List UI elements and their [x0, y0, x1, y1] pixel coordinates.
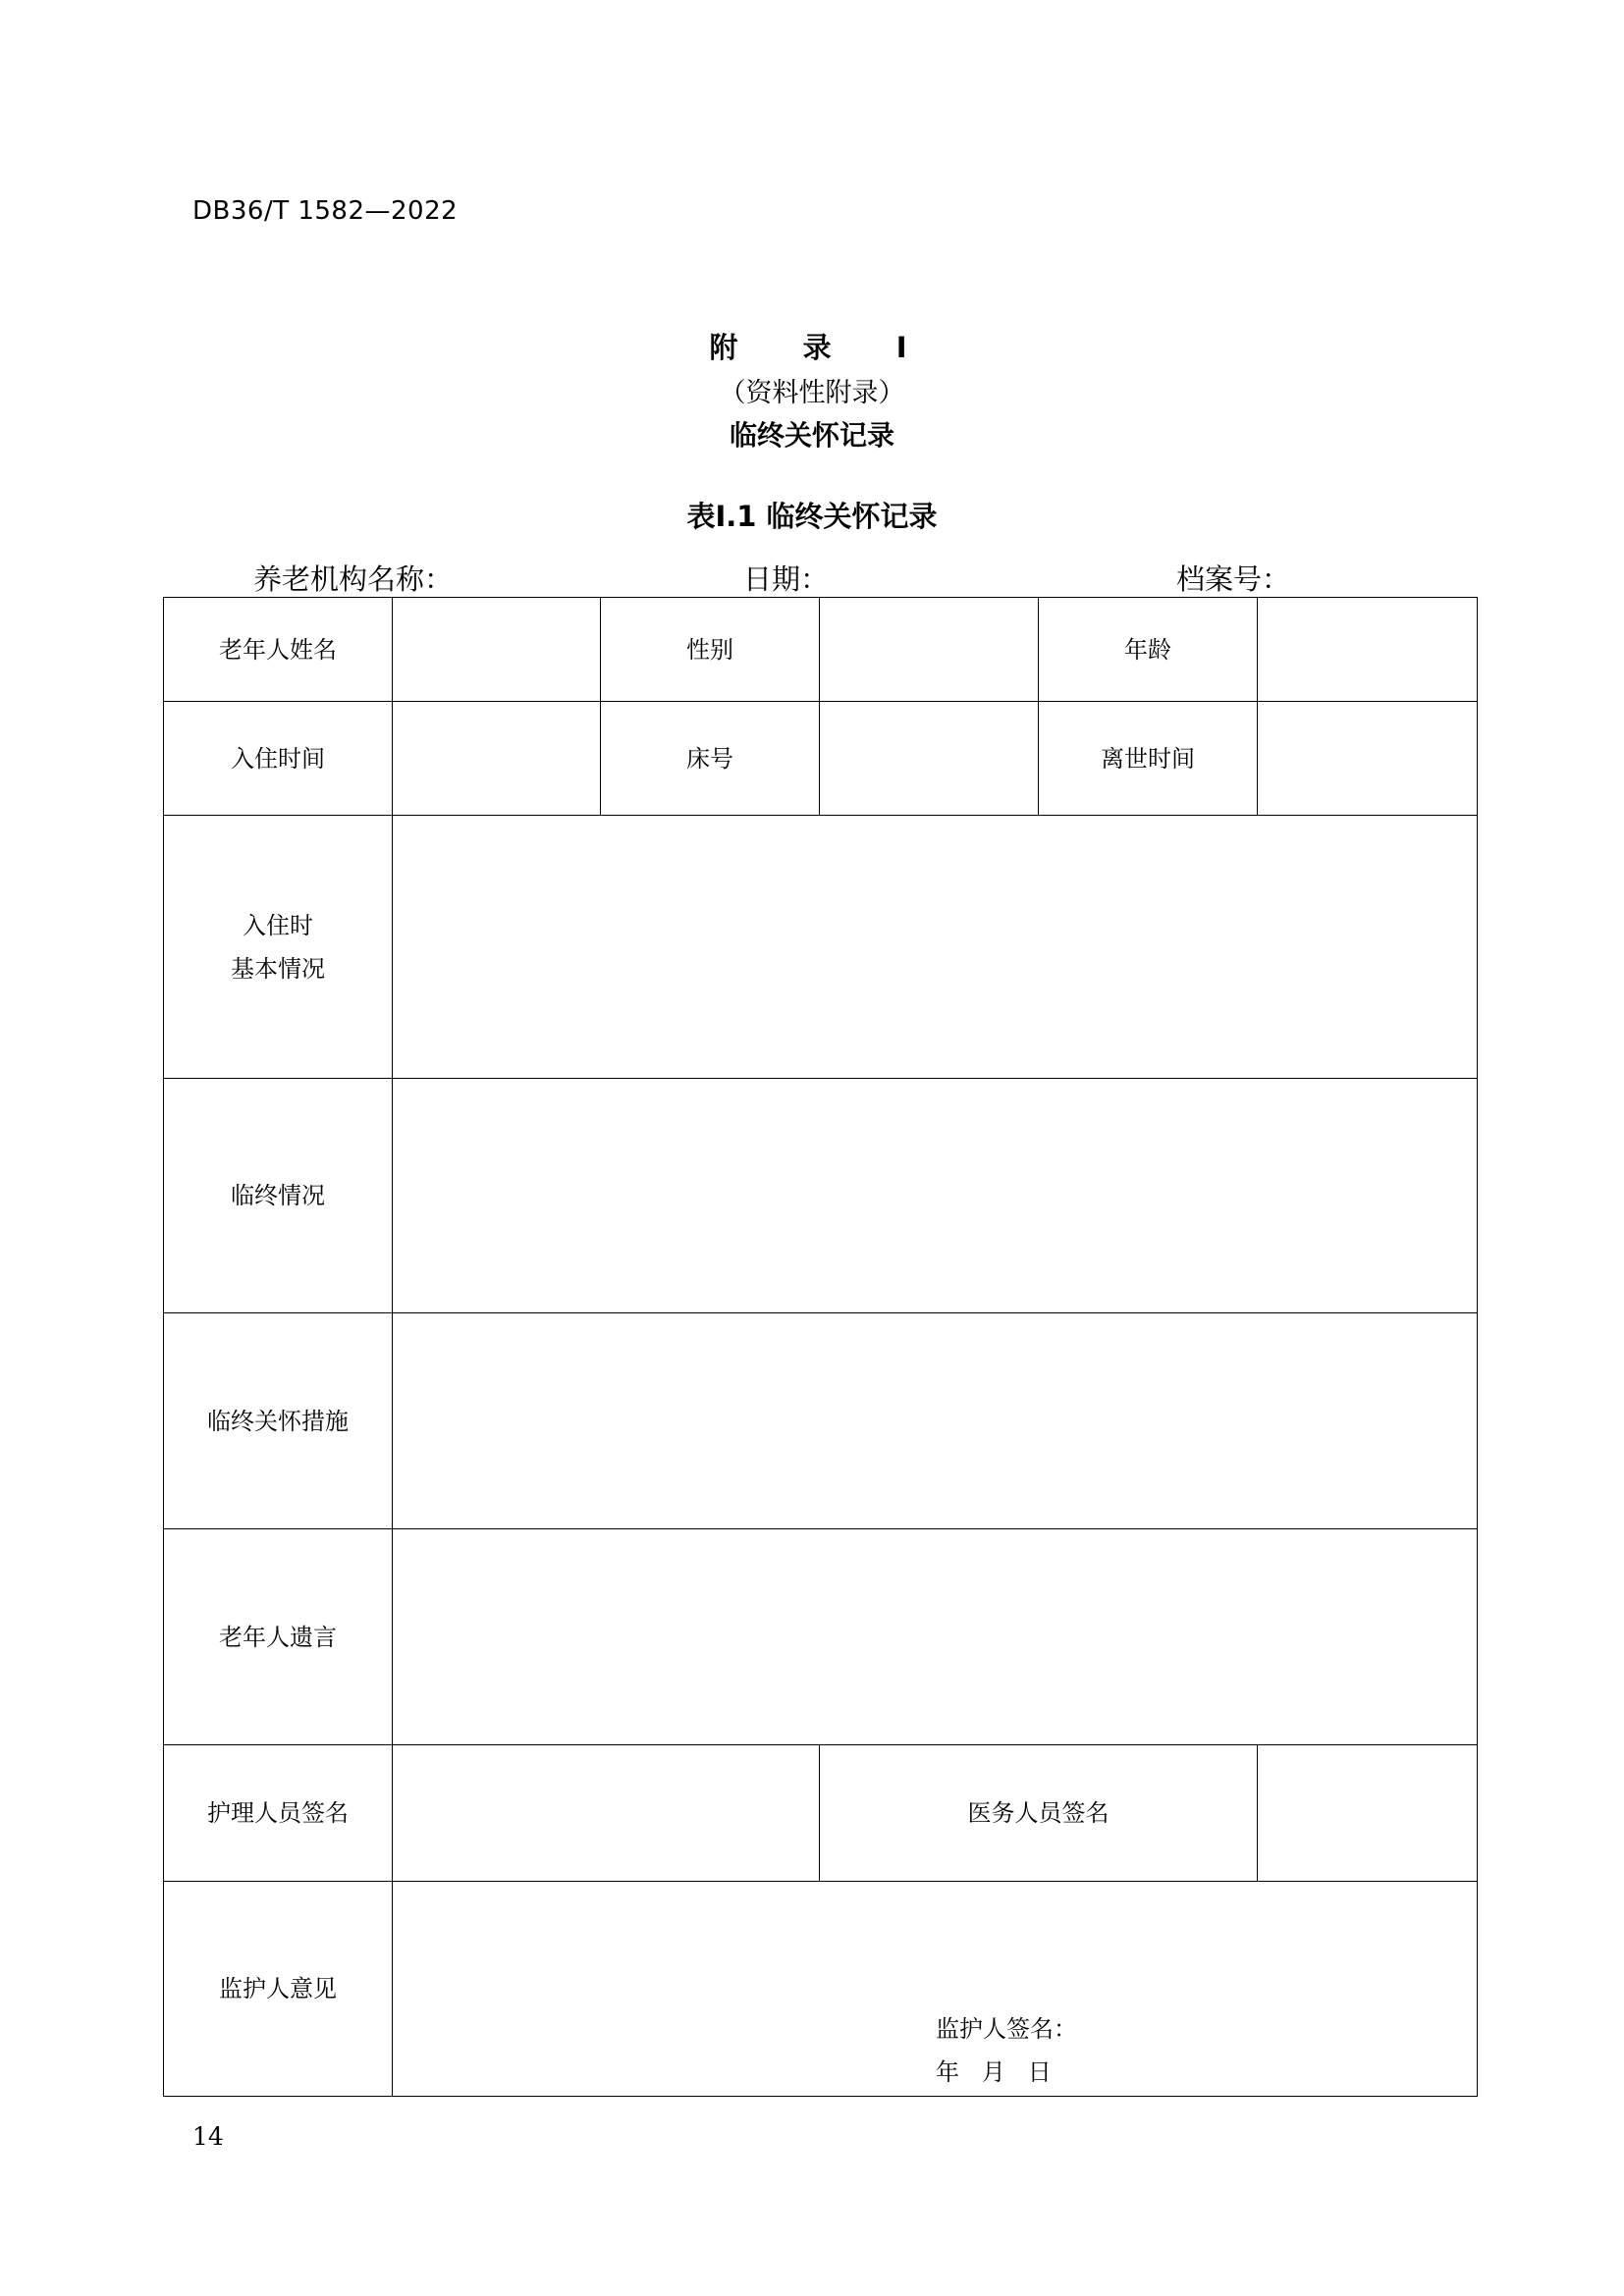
table-row: [164, 702, 1478, 816]
appendix-subtitle: （资料性附录）: [719, 378, 905, 408]
gender-field[interactable]: [820, 598, 1039, 702]
elder-name-field[interactable]: [393, 598, 601, 702]
care-measures-field[interactable]: [393, 1313, 1478, 1529]
table-caption: 表I.1 临终关怀记录: [686, 500, 938, 533]
elder-will-field[interactable]: [393, 1529, 1478, 1745]
nurse-signature-label: 护理人员签名: [164, 1745, 393, 1882]
death-time-label: 离世时间: [1039, 702, 1258, 816]
medical-signature-field[interactable]: [1258, 1745, 1478, 1882]
admit-basic-info-label-line1: 入住时: [243, 911, 313, 939]
care-measures-label: 临终关怀措施: [164, 1313, 393, 1529]
appendix-title: 附 录 I: [709, 331, 935, 364]
admit-time-field[interactable]: [393, 702, 601, 816]
elder-name-label: 老年人姓名: [164, 598, 393, 702]
hospice-record-table: [163, 597, 1478, 2097]
terminal-status-label: 临终情况: [164, 1079, 393, 1313]
page-number: 14: [192, 2122, 224, 2151]
elder-will-label: 老年人遗言: [164, 1529, 393, 1745]
bed-number-label: 床号: [601, 702, 820, 816]
table-row: [164, 1079, 1478, 1313]
table-row: [164, 1745, 1478, 1882]
age-label: 年龄: [1039, 598, 1258, 702]
age-field[interactable]: [1258, 598, 1478, 702]
medical-signature-label: 医务人员签名: [820, 1745, 1258, 1882]
guardian-opinion-field[interactable]: [393, 1882, 1478, 2097]
guardian-signature-label: 监护人签名：: [936, 2015, 1077, 2043]
table-row: [164, 598, 1478, 702]
admit-basic-info-label-line2: 基本情况: [231, 954, 325, 983]
file-number-label: 档案号：: [1176, 562, 1291, 596]
table-row: [164, 1313, 1478, 1529]
terminal-status-field[interactable]: [393, 1079, 1478, 1313]
document-code: DB36/T 1582—2022: [192, 196, 459, 226]
nurse-signature-field[interactable]: [393, 1745, 820, 1882]
gender-label: 性别: [601, 598, 820, 702]
table-row: [164, 816, 1478, 1079]
bed-number-field[interactable]: [820, 702, 1039, 816]
guardian-date-label: 年 月 日: [936, 2058, 1052, 2086]
admit-basic-info-field[interactable]: [393, 816, 1478, 1079]
death-time-field[interactable]: [1258, 702, 1478, 816]
admit-basic-info-label: [164, 816, 393, 1079]
appendix-name: 临终关怀记录: [729, 419, 894, 452]
table-row: [164, 1529, 1478, 1745]
table-row: [164, 1882, 1478, 2097]
date-label: 日期：: [743, 562, 830, 596]
guardian-opinion-label: 监护人意见: [164, 1882, 393, 2097]
admit-time-label: 入住时间: [164, 702, 393, 816]
org-name-label: 养老机构名称：: [253, 562, 454, 596]
